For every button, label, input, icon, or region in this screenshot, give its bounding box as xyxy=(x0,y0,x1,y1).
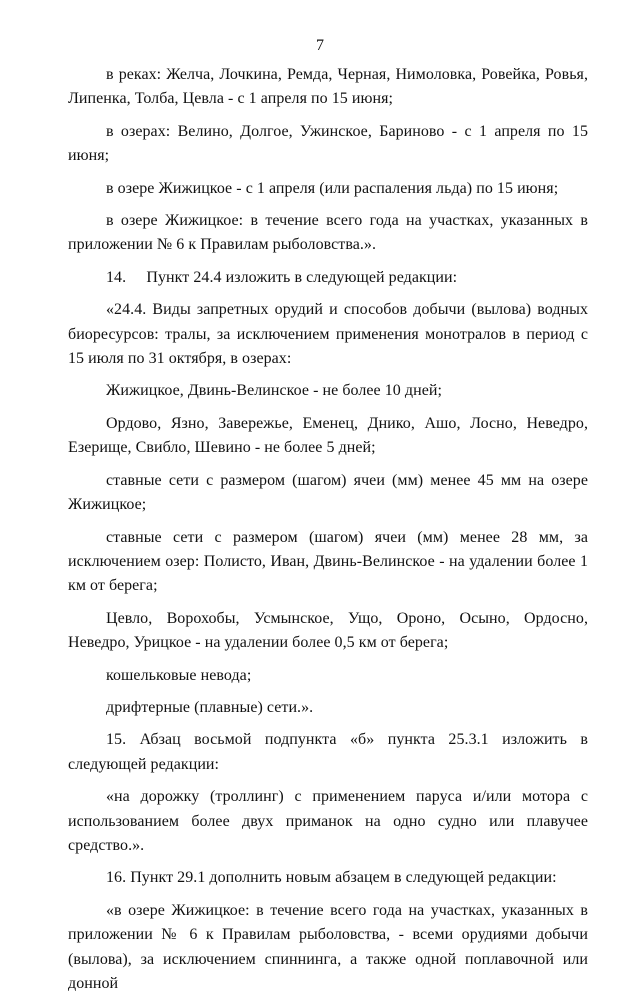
paragraph-gill-nets-45mm: ставные сети с размером (шагом) ячеи (мм) менее 45 мм на озере Жижицкое; xyxy=(68,471,588,514)
paragraph-drift-nets: дрифтерные (плавные) сети.». xyxy=(106,698,314,716)
paragraph-lake-zhizhitskoe-period: в озере Жижицкое - с 1 апреля (или распаления льда) по 15 июня; xyxy=(106,179,559,197)
paragraph-item-24-4: «24.4. Виды запретных орудий и способов добычи (вылова) водных биоресурсов: тралы, за исключением применения монотралов в период с 15 июля по 31 октября, в озерах: xyxy=(68,301,588,368)
document-body xyxy=(68,63,588,996)
paragraph-purse-seines: кошельковые невода; xyxy=(106,666,252,684)
paragraph-lakes-10-days: Жижицкое, Двинь-Велинское - не более 10 дней; xyxy=(106,382,442,400)
paragraph-rivers-list: в реках: Желча, Лочкина, Ремда, Черная, Нимоловка, Ровейка, Ровья, Липенка, Толба, Цевла - с 1 апреля по 15 июня; xyxy=(68,66,588,108)
paragraph-lakes-list: в озерах: Велино, Долгое, Ужинское, Бариново - с 1 апреля по 15 июня; xyxy=(68,122,588,165)
paragraph-trolling: «на дорожку (троллинг) с применением паруса и/или мотора с использованием более двух приманок на одно судно или плавучее средство.». xyxy=(68,788,588,854)
paragraph-lake-zhizhitskoe-year-round: в озере Жижицкое: в течение всего года на участках, указанных в приложении № 6 к Правилам рыболовства.». xyxy=(68,212,588,254)
paragraph-item-14: 14. Пункт 24.4 изложить в следующей редакции: xyxy=(106,268,458,286)
page-number: 7 xyxy=(316,37,324,54)
paragraph-item-16: 16. Пункт 29.1 дополнить новым абзацем в следующей редакции: xyxy=(106,869,557,887)
paragraph-gill-nets-28mm: ставные сети с размером (шагом) ячеи (мм) менее 28 мм, за исключением озер: Полисто, Иван, Двинь-Велинское - на удалении более 1 км от берега; xyxy=(68,528,588,595)
paragraph-lake-zhizhitskoe-gear: «в озере Жижицкое: в течение всего года на участках, указанных в приложении № 6 к Правилам рыболовства, - всеми орудиями добычи (вылова), за исключением спиннинга, а также одной поплавочной или донной xyxy=(68,901,588,992)
paragraph-lakes-0-5-km: Цевло, Ворохобы, Усмынское, Ущо, Ороно, Осыно, Ордосно, Неведро, Урицкое - на удалении более 0,5 км от берега; xyxy=(68,609,588,652)
paragraph-item-15: 15. Абзац восьмой подпункта «б» пункта 25.3.1 изложить в следующей редакции: xyxy=(68,731,588,773)
paragraph-lakes-5-days: Ордово, Язно, Завережье, Еменец, Днико, Ашо, Лосно, Неведро, Езерище, Свибло, Шевино - не более 5 дней; xyxy=(68,414,588,457)
